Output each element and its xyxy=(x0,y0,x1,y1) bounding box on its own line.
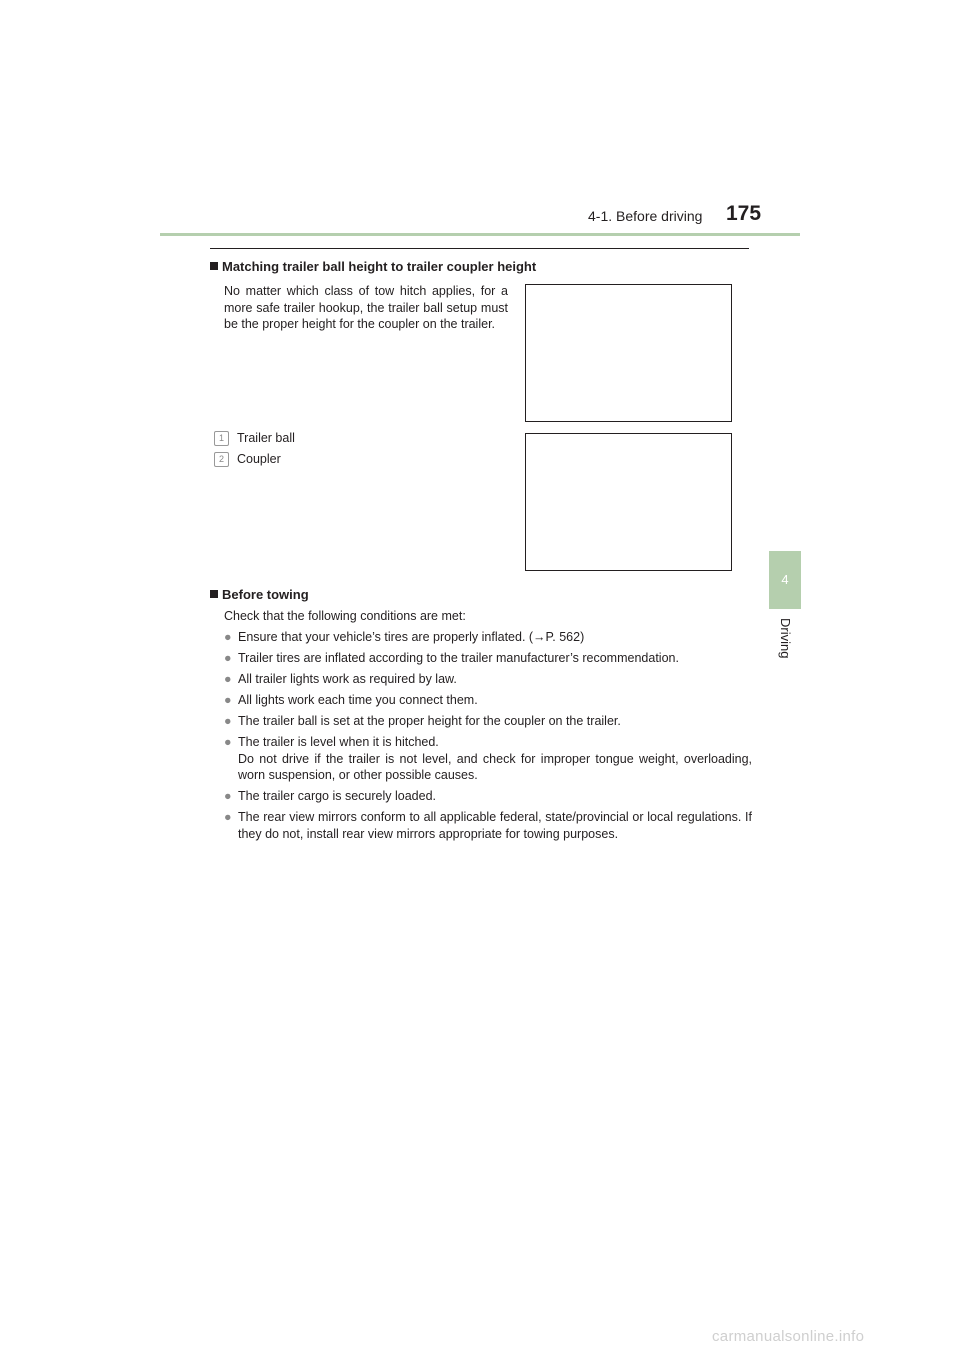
list-item: ● All trailer lights work as required by law. xyxy=(224,672,457,686)
bullet-dot-icon: ● xyxy=(224,810,232,824)
list-item: ● All lights work each time you connect them. xyxy=(224,693,478,707)
hitch-illustration-top xyxy=(525,284,732,422)
section-title: 4-1. Before driving xyxy=(588,208,703,224)
chapter-label: Driving xyxy=(778,618,793,659)
bullet-detail: Do not drive if the trailer is not level, and check for improper tongue weight, overloading, worn suspension, or other possible causes. xyxy=(238,751,752,782)
hitch-illustration-bottom xyxy=(525,433,732,571)
list-item: ● Trailer tires are inflated according to the trailer manufacturer’s recommendation. xyxy=(224,651,679,665)
list-item: ● The trailer is level when it is hitched. Do not drive if the trailer is not level, and check for improper tongue weight, overloading, worn suspension, or other possible causes. xyxy=(224,735,752,782)
bullet-dot-icon: ● xyxy=(224,630,232,644)
bullet-dot-icon: ● xyxy=(224,651,232,665)
header-divider xyxy=(160,233,800,236)
list-item: ● The rear view mirrors conform to all applicable federal, state/provincial or local regulations. If they do not, install rear view mirrors appropriate for towing purposes. xyxy=(224,810,752,841)
square-bullet-icon xyxy=(210,590,218,598)
bullet-dot-icon: ● xyxy=(224,735,232,749)
chapter-number: 4 xyxy=(781,572,789,587)
square-bullet-icon xyxy=(210,262,218,270)
section2-heading: Before towing xyxy=(210,587,309,602)
list-item: ● The trailer ball is set at the proper height for the coupler on the trailer. xyxy=(224,714,621,728)
chapter-label-wrap xyxy=(763,618,807,678)
bullet-dot-icon: ● xyxy=(224,714,232,728)
callout-coupler: 2 Coupler xyxy=(214,452,281,467)
list-item: ● Ensure that your vehicle’s tires are properly inflated. (→P. 562) xyxy=(224,630,585,644)
list-item: ● The trailer cargo is securely loaded. xyxy=(224,789,437,803)
bullet-dot-icon: ● xyxy=(224,672,232,686)
watermark: carmanualsonline.info xyxy=(712,1328,865,1345)
callout-trailer-ball: 1 Trailer ball xyxy=(214,431,295,446)
bullet-dot-icon: ● xyxy=(224,693,232,707)
section2-intro: Check that the following conditions are met: xyxy=(224,609,466,623)
section1-heading: Matching trailer ball height to trailer coupler height xyxy=(210,259,536,274)
section1-paragraph: No matter which class of tow hitch applies, for a more safe trailer hookup, the trailer ball setup must be the proper height for the coupler on the trailer. xyxy=(224,284,508,331)
bullet-dot-icon: ● xyxy=(224,789,232,803)
page-number: 175 xyxy=(726,202,762,225)
section-rule xyxy=(210,248,749,249)
